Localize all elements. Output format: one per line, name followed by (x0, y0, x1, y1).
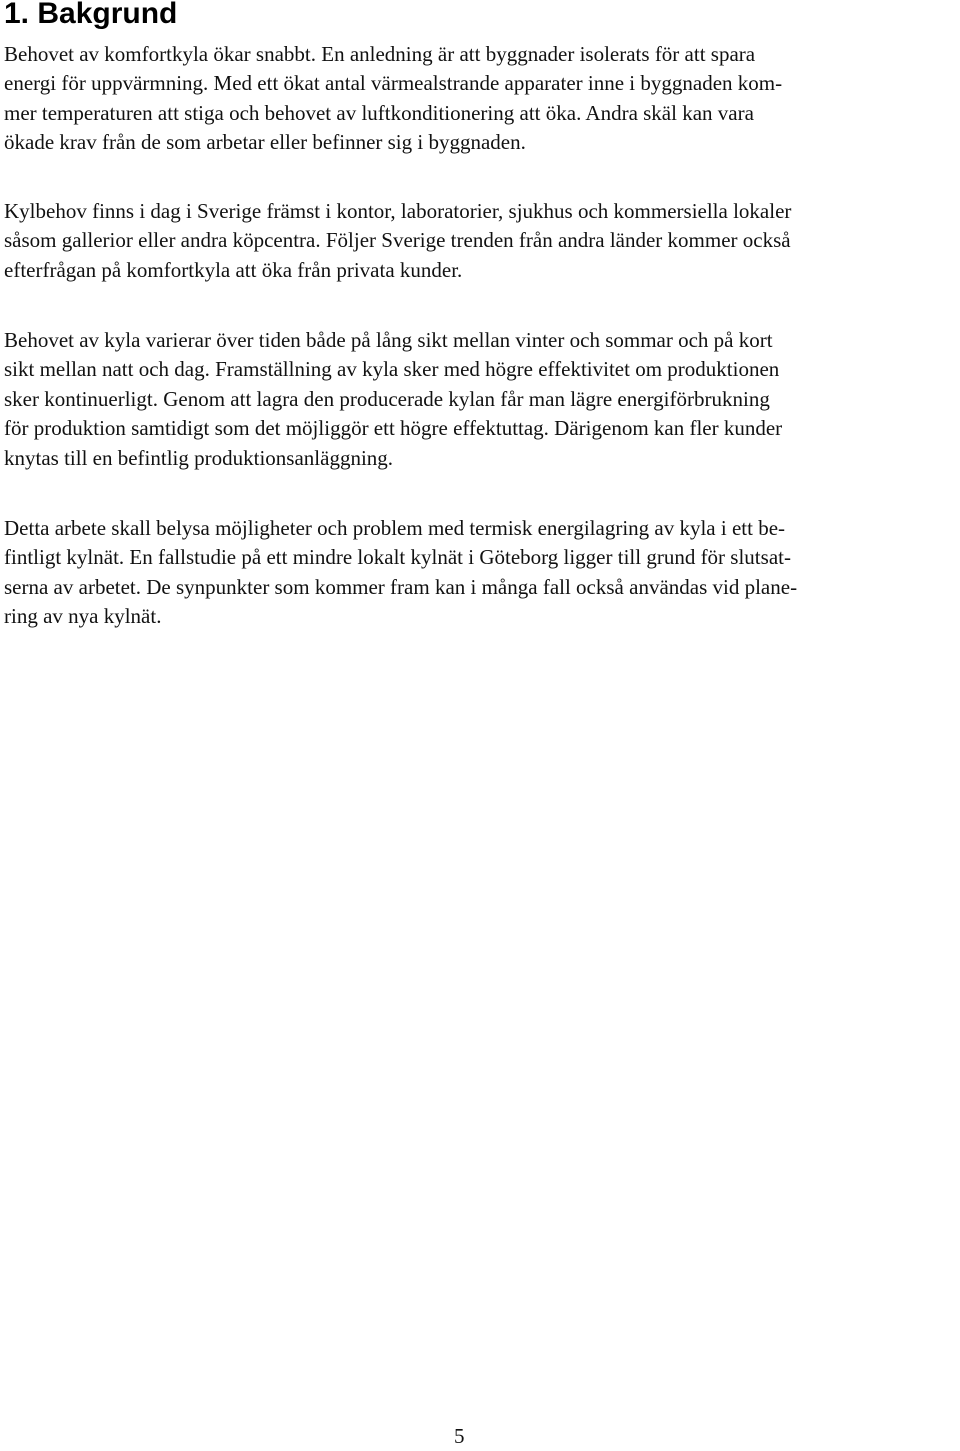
paragraph-line: Kylbehov finns i dag i Sverige främst i kontor, laboratorier, sjukhus och kommersiella lokaler (4, 199, 792, 223)
paragraph-cooling-variation (4, 326, 782, 473)
paragraph-line: ökade krav från de som arbetar eller befinner sig i byggnaden. (4, 130, 526, 155)
paragraph-line: knytas till en befintlig produktionsanläggning. (4, 445, 394, 470)
paragraph-line: sker kontinuerligt. Genom att lagra den producerade kylan får man lägre energiförbrukning (4, 386, 770, 411)
paragraph-line: Behovet av komfortkyla ökar snabbt. En anledning är att byggnader isolerats för att spara (4, 42, 756, 66)
paragraph-line: efterfrågan på komfortkyla att öka från privata kunder. (4, 257, 463, 282)
paragraph-line: serna av arbetet. De synpunkter som kommer fram kan i många fall också användas vid plane- (4, 574, 798, 599)
paragraph-line: såsom gallerior eller andra köpcentra. Följer Sverige trenden från andra länder kommer också (4, 228, 791, 253)
paragraph-line: mer temperaturen att stiga och behovet av luftkonditionering att öka. Andra skäl kan vara (4, 100, 754, 125)
section-heading: 1. Bakgrund (4, 0, 178, 30)
paragraph-line: för produktion samtidigt som det möjliggör ett högre effektuttag. Därigenom kan fler kunder (4, 416, 783, 441)
paragraph-line: ring av nya kylnät. (4, 604, 162, 629)
paragraph-line: energi för uppvärmning. Med ett ökat antal värmealstrande apparater inne i byggnaden kom- (4, 71, 783, 96)
paragraph-thesis-purpose (4, 514, 797, 632)
paragraph-line: fintligt kylnät. En fallstudie på ett mindre lokalt kylnät i Göteborg ligger till grund för slutsat- (4, 545, 791, 570)
paragraph-line: Behovet av kyla varierar över tiden både på lång sikt mellan vinter och sommar och på kort (4, 328, 773, 352)
page-number: 5 (454, 1424, 465, 1448)
paragraph-line: Detta arbete skall belysa möjligheter och problem med termisk energilagring av kyla i ett be- (4, 516, 786, 540)
paragraph-background-need (4, 40, 782, 158)
paragraph-line: sikt mellan natt och dag. Framställning av kyla sker med högre effektivitet om produktionen (4, 357, 780, 382)
paragraph-cooling-demand (4, 197, 791, 285)
